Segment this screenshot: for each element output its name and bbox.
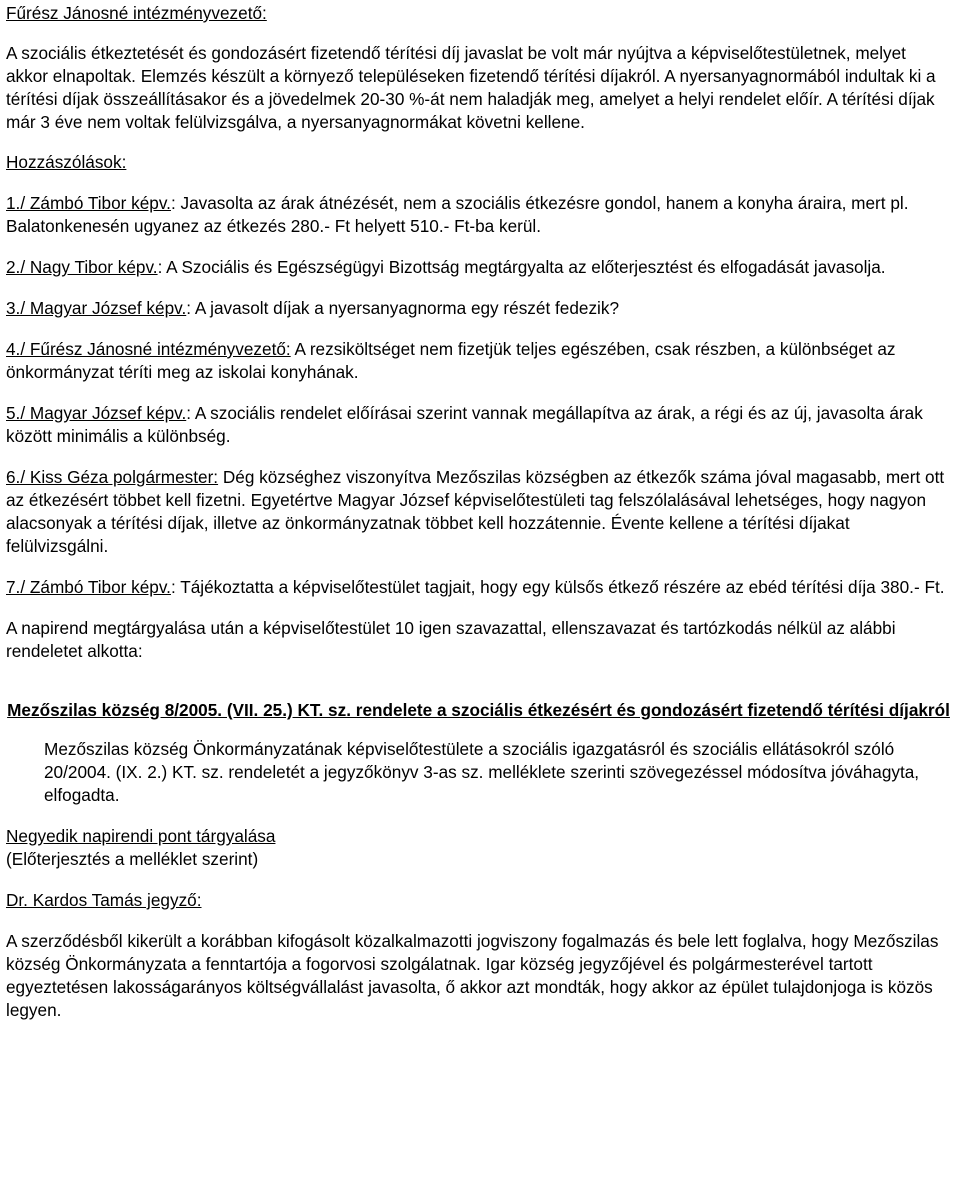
comment-4 [6, 338, 951, 384]
agenda-item-4-subheading: (Előterjesztés a melléklet szerint) [6, 849, 259, 869]
comments-heading: Hozzászólások: [6, 152, 127, 172]
comment-7-speaker: 7./ Zámbó Tibor képv. [6, 577, 171, 597]
decision-intro: A napirend megtárgyalása után a képviselőtestület 10 igen szavazattal, ellenszavazat és tartózkodás nélkül az alábbi rendeletet alkotta: [6, 618, 896, 661]
final-paragraph: A szerződésből kikerült a korábban kifogásolt közalkalmazotti jogviszony fogalmazás és bele lett foglalva, hogy Mezőszilas község Önkormányzata a fenntartója a fogorvosi szolgálatnak. Igar község jegyzőjével és polgármesterével tartott egyeztetésen lakosságarányos költségvállalást javasolta, ő akkor azt mondták, hogy akkor az épület tulajdonjoga is közös legyen. [6, 931, 939, 1020]
document-page [0, 2, 960, 1022]
comment-6-speaker: 6./ Kiss Géza polgármester: [6, 467, 219, 487]
comment-7-text: : Tájékoztatta a képviselőtestület tagjait, hogy egy külsős étkező részére az ebéd térítési díja 380.- Ft. [170, 577, 945, 597]
comment-1 [6, 192, 951, 238]
intro-paragraph: A szociális étkeztetését és gondozásért fizetendő térítési díj javaslat be volt már nyújtva a képviselőtestületnek, melyet akkor elnapoltak. Elemzés készült a környező településeken fizetendő térítési díjakról. A nyersanyagnormából indultak ki a térítési díjak összeállításakor és a jövedelmek 20-30 %-át nem haladják meg, amelyet a helyi rendelet előír. A térítési díjak már 3 éve nem voltak felülvizsgálva, a nyersanyagnormákat követni kellene. [6, 43, 936, 132]
comment-3-speaker: 3./ Magyar József képv. [6, 298, 187, 318]
speaker-heading-director: Fűrész Jánosné intézményvezető: [6, 3, 267, 23]
speaker-heading-notary: Dr. Kardos Tamás jegyző: [6, 890, 202, 910]
comment-2-speaker: 2./ Nagy Tibor képv. [6, 257, 158, 277]
comment-6 [6, 466, 951, 558]
decree-body: Mezőszilas község Önkormányzatának képviselőtestülete a szociális igazgatásról és szociális ellátásokról szóló 20/2004. (IX. 2.) KT. sz. rendeletét a jegyzőkönyv 3-as sz. melléklete szerinti szövegezéssel módosítva jóváhagyta, elfogadta. [44, 739, 920, 805]
comment-2-text: : A Szociális és Egészségügyi Bizottság megtárgyalta az előterjesztést és elfogadását javasolja. [157, 257, 886, 277]
comment-6-text: Dég községhez viszonyítva Mezőszilas községben az étkezők száma jóval magasabb, mert ott az étkezésért többet kell fizetni. Egyetértve Magyar József képviselőtestületi tag felszólalásával lehetséges, hogy nagyon alacsonyak a térítési díjak, illetve az önkormányzatnak többet kell hozzátennie. Évente kellene a térítési díjakat felülvizsgálni. [6, 467, 945, 556]
comment-5 [6, 402, 951, 448]
comment-2 [6, 256, 951, 279]
comment-1-speaker: 1./ Zámbó Tibor képv. [6, 193, 171, 213]
comment-3 [6, 297, 951, 320]
comment-5-text: : A szociális rendelet előírásai szerint vannak megállapítva az árak, a régi és az új, javasolta árak között minimális a különbség. [6, 403, 923, 446]
decree-title: Mezőszilas község 8/2005. (VII. 25.) KT. sz. rendelete a szociális étkezésért és gondozásért fizetendő térítési díjakról [7, 700, 950, 720]
comment-3-text: : A javasolt díjak a nyersanyagnorma egy részét fedezik? [186, 298, 620, 318]
comment-1-text: : Javasolta az árak átnézését, nem a szociális étkezésre gondol, hanem a konyha áraira, mert pl. Balatonkenesén ugyanez az étkezés 280.- Ft helyett 510.- Ft-ba kerül. [6, 193, 909, 236]
comment-7 [6, 576, 951, 599]
comment-4-speaker: 4./ Fűrész Jánosné intézményvezető: [6, 339, 291, 359]
comment-4-text: A rezsiköltséget nem fizetjük teljes egészében, csak részben, a különbséget az önkormányzat téríti meg az iskolai konyhának. [6, 339, 896, 382]
comment-5-speaker: 5./ Magyar József képv. [6, 403, 187, 423]
agenda-item-4-heading: Negyedik napirendi pont tárgyalása [6, 826, 276, 846]
